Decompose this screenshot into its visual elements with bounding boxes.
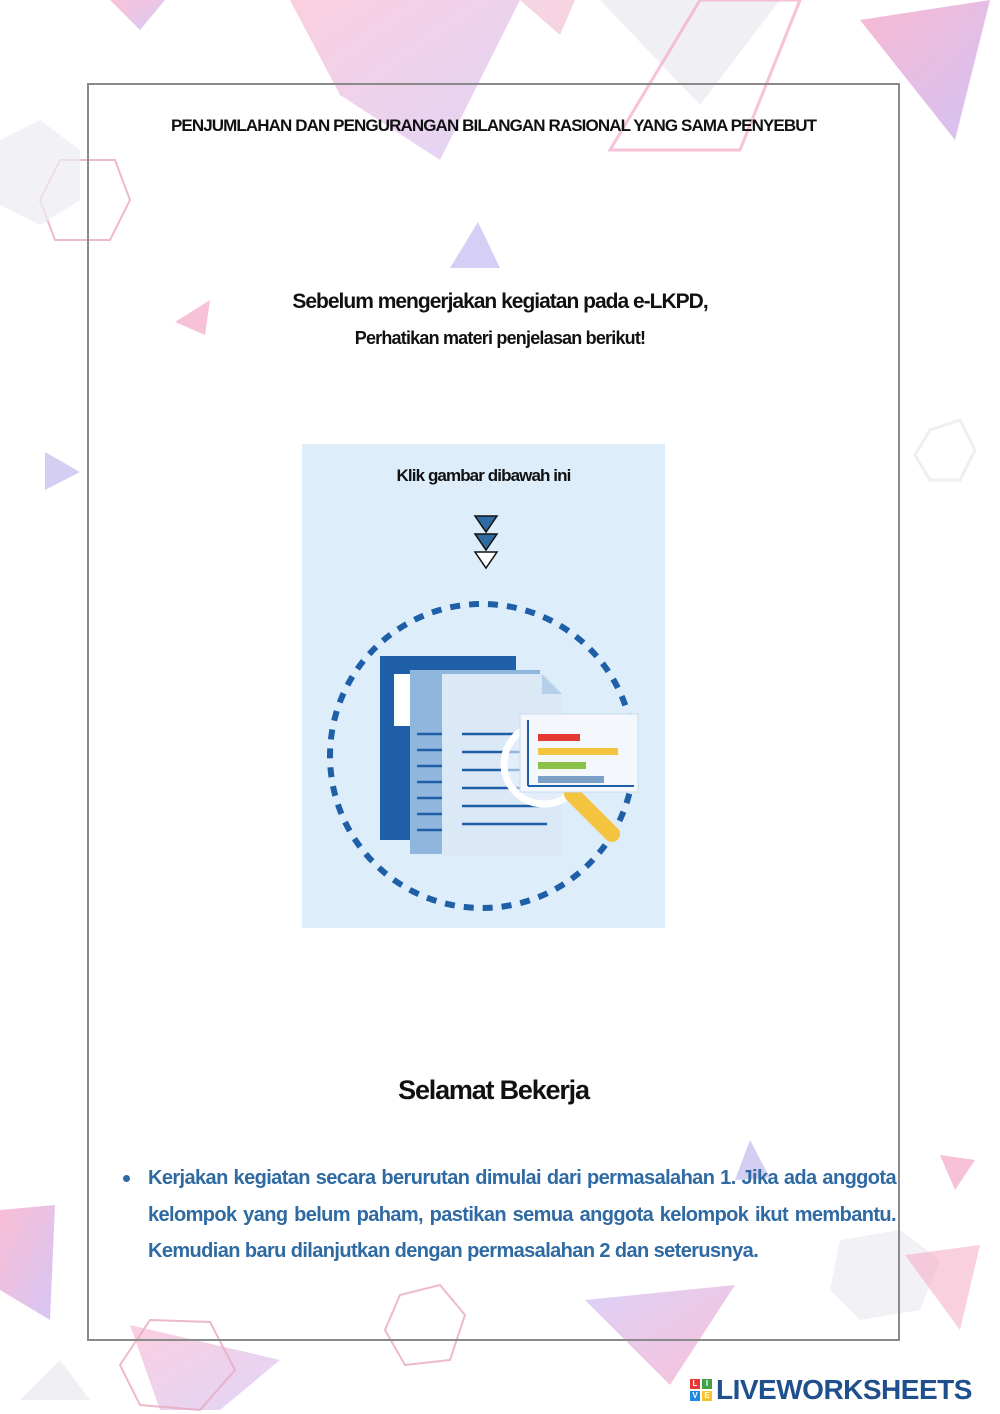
card-caption: Klik gambar dibawah ini [396, 466, 571, 485]
logo-mark-letter: V [690, 1391, 700, 1401]
intro-text-line-1: Sebelum mengerjakan kegiatan pada e-LKPD, [292, 290, 708, 313]
logo-mark-letter: L [690, 1379, 700, 1389]
logo-mark-letter: I [702, 1379, 712, 1389]
logo-mark-letter: E [702, 1391, 712, 1401]
instruction-list [120, 1160, 896, 1270]
bullet-icon [123, 1175, 130, 1182]
triple-down-arrow-icon [473, 514, 499, 572]
material-link-card[interactable] [302, 444, 665, 928]
list-item [120, 1160, 896, 1270]
logo-text: LIVEWORKSHEETS [716, 1374, 972, 1405]
closing-heading: Selamat Bekerja [398, 1075, 589, 1105]
intro-text-line-2: Perhatikan materi penjelasan berikut! [354, 328, 646, 348]
logo-mark-icon [690, 1379, 712, 1401]
document-magnifier-icon[interactable] [322, 594, 642, 914]
worksheet-title: PENJUMLAHAN DAN PENGURANGAN BILANGAN RASIONAL YANG SAMA PENYEBUT [170, 116, 817, 135]
instruction-text: Kerjakan kegiatan secara berurutan dimulai dari permasalahan 1. Jika ada anggota kelompok yang belum paham, pastikan semua anggota kelompok ikut membantu. Kemudian baru dilanjutkan dengan permasalahan 2 dan seterusnya. [148, 1167, 896, 1262]
liveworksheets-logo [690, 1374, 972, 1406]
